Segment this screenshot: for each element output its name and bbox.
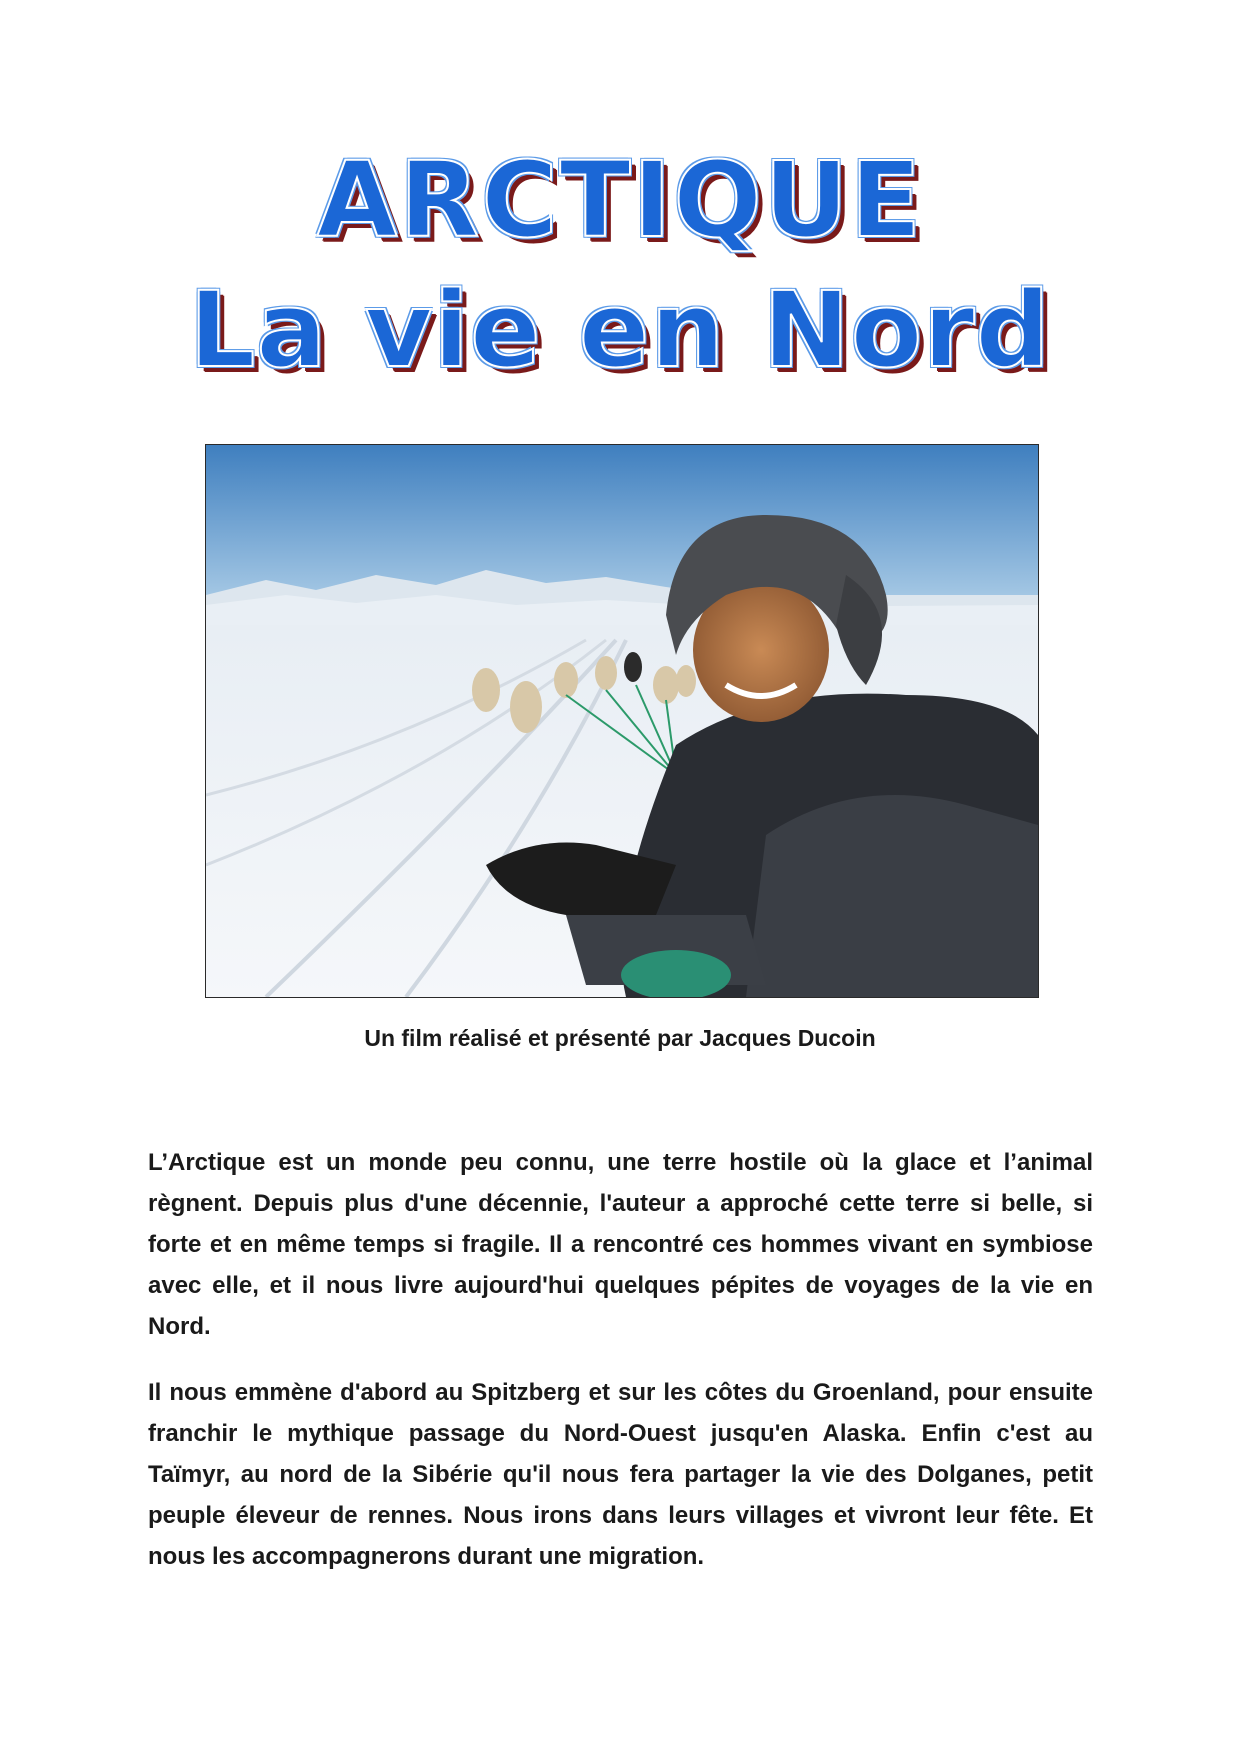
title-line-2: La vie en Nord (189, 269, 1051, 391)
photo-illustration (206, 445, 1038, 997)
film-credit: Un film réalisé et présenté par Jacques Ducoin (364, 1025, 876, 1051)
cover-photo (205, 444, 1039, 998)
paragraph-itinerary: Il nous emmène d'abord au Spitzberg et sur les côtes du Groenland, pour ensuite franchir le mythique passage du Nord-Ouest jusqu'en Alaska. Enfin c'est au Taïmyr, au nord de la Sibérie qu'il nous fera partager la vie des Dolganes, petit peuple éleveur de rennes. Nous irons dans leurs villages et vivront leur fête. Et nous les accompagnerons durant une migration. (148, 1379, 1093, 1570)
title-line-1: ARCTIQUE (316, 139, 924, 261)
paragraph-intro: L’Arctique est un monde peu connu, une terre hostile où la glace et l’animal règnent. Depuis plus d'une décennie, l'auteur a approché cette terre si belle, si forte et en même temps si fragile. Il a rencontré ces hommes vivant en symbiose avec elle, et il nous livre aujourd'hui quelques pépites de voyages de la vie en Nord. (148, 1149, 1093, 1340)
